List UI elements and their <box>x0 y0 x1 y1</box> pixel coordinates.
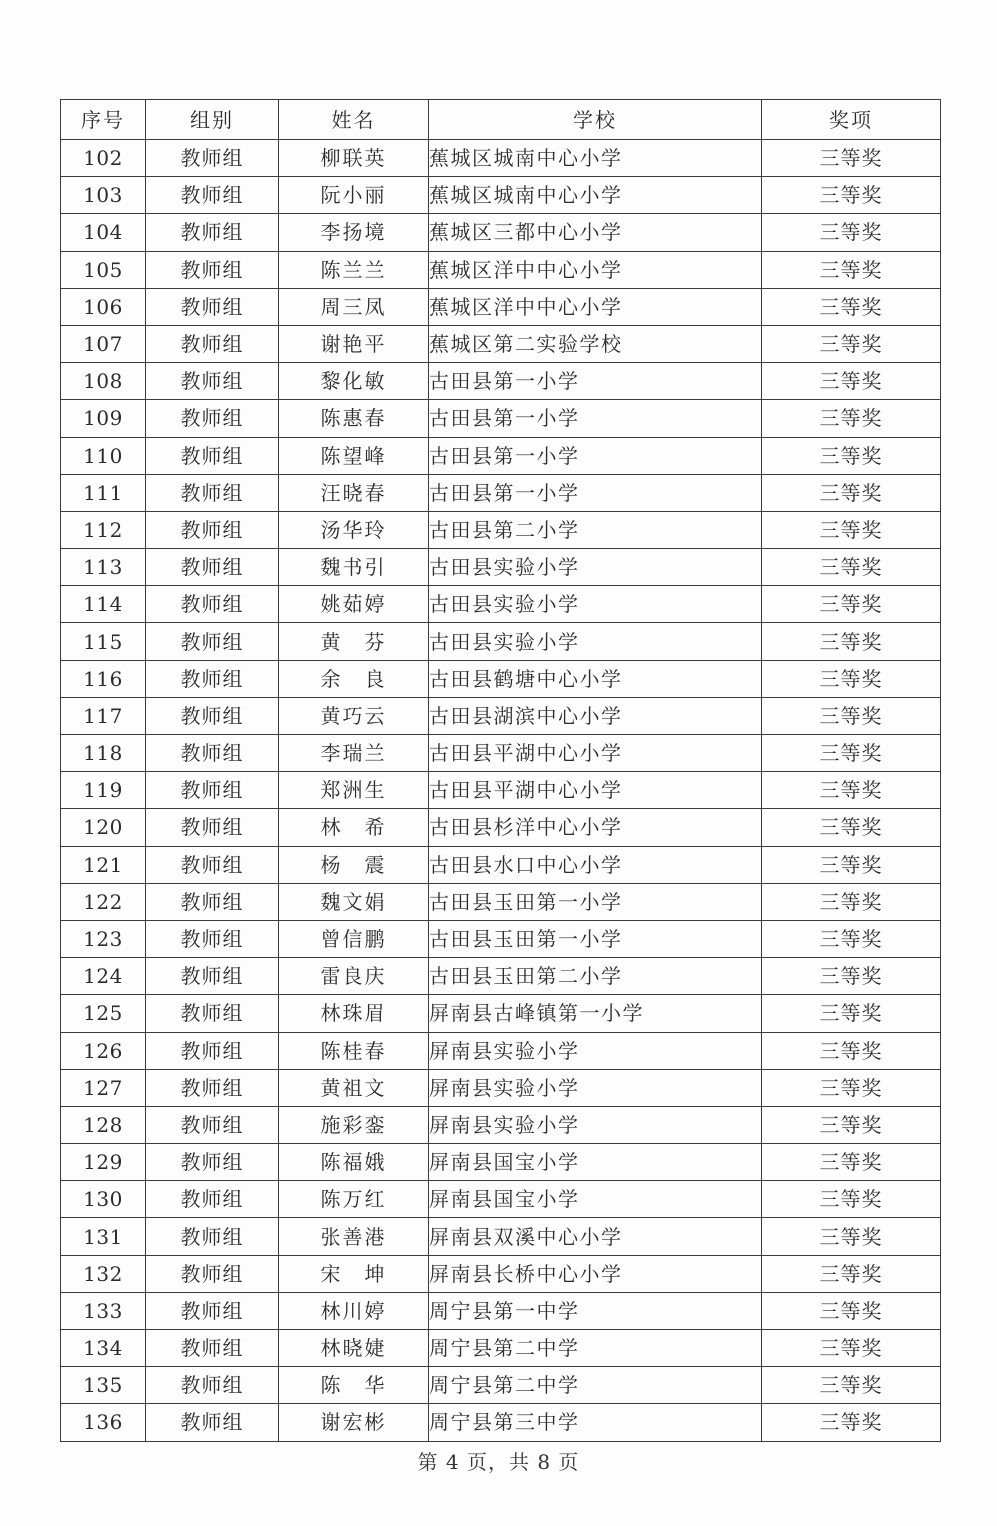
cell-award: 三等奖 <box>762 474 941 511</box>
table-row <box>61 1218 941 1255</box>
cell-name: 余 良 <box>279 660 429 697</box>
cell-group: 教师组 <box>146 214 279 251</box>
cell-group: 教师组 <box>146 1032 279 1069</box>
cell-school: 古田县平湖中心小学 <box>429 772 762 809</box>
cell-name: 林 希 <box>279 809 429 846</box>
table-row <box>61 1292 941 1329</box>
cell-no: 135 <box>61 1367 146 1404</box>
cell-school: 周宁县第二中学 <box>429 1367 762 1404</box>
cell-award: 三等奖 <box>762 1367 941 1404</box>
header-row <box>61 100 941 140</box>
cell-no: 124 <box>61 958 146 995</box>
cell-award: 三等奖 <box>762 1144 941 1181</box>
cell-school: 古田县实验小学 <box>429 623 762 660</box>
cell-group: 教师组 <box>146 437 279 474</box>
cell-award: 三等奖 <box>762 437 941 474</box>
cell-school: 屏南县古峰镇第一小学 <box>429 995 762 1032</box>
cell-no: 130 <box>61 1181 146 1218</box>
cell-group: 教师组 <box>146 1069 279 1106</box>
cell-school: 屏南县长桥中心小学 <box>429 1255 762 1292</box>
cell-name: 谢宏彬 <box>279 1404 429 1441</box>
cell-name: 阮小丽 <box>279 177 429 214</box>
table-row <box>61 958 941 995</box>
cell-award: 三等奖 <box>762 995 941 1032</box>
cell-group: 教师组 <box>146 697 279 734</box>
cell-name: 张善港 <box>279 1218 429 1255</box>
cell-group: 教师组 <box>146 623 279 660</box>
cell-group: 教师组 <box>146 1292 279 1329</box>
cell-group: 教师组 <box>146 772 279 809</box>
cell-award: 三等奖 <box>762 1404 941 1441</box>
cell-school: 古田县第一小学 <box>429 400 762 437</box>
header-no: 序号 <box>61 100 146 140</box>
cell-award: 三等奖 <box>762 400 941 437</box>
cell-name: 雷良庆 <box>279 958 429 995</box>
cell-no: 132 <box>61 1255 146 1292</box>
table-body <box>61 140 941 1442</box>
cell-name: 陈兰兰 <box>279 251 429 288</box>
cell-school: 古田县玉田第一小学 <box>429 883 762 920</box>
cell-group: 教师组 <box>146 363 279 400</box>
table-row <box>61 883 941 920</box>
cell-no: 125 <box>61 995 146 1032</box>
table-row <box>61 1404 941 1441</box>
table-header <box>61 100 941 140</box>
cell-school: 古田县第一小学 <box>429 363 762 400</box>
cell-group: 教师组 <box>146 288 279 325</box>
table-row <box>61 140 941 177</box>
cell-name: 曾信鹏 <box>279 920 429 957</box>
cell-school: 古田县平湖中心小学 <box>429 735 762 772</box>
cell-school: 蕉城区第二实验学校 <box>429 325 762 362</box>
cell-name: 陈 华 <box>279 1367 429 1404</box>
table-row <box>61 288 941 325</box>
cell-school: 屏南县实验小学 <box>429 1106 762 1143</box>
cell-group: 教师组 <box>146 586 279 623</box>
cell-no: 134 <box>61 1330 146 1367</box>
table-row <box>61 1330 941 1367</box>
cell-group: 教师组 <box>146 883 279 920</box>
cell-name: 黎化敏 <box>279 363 429 400</box>
cell-school: 古田县实验小学 <box>429 549 762 586</box>
header-group: 组别 <box>146 100 279 140</box>
cell-no: 108 <box>61 363 146 400</box>
cell-group: 教师组 <box>146 400 279 437</box>
page-number: 第 4 页，共 8 页 <box>417 1450 580 1474</box>
cell-name: 魏文娟 <box>279 883 429 920</box>
table-row <box>61 1032 941 1069</box>
header-award: 奖项 <box>762 100 941 140</box>
cell-no: 122 <box>61 883 146 920</box>
table-row <box>61 214 941 251</box>
table-row <box>61 846 941 883</box>
cell-school: 周宁县第三中学 <box>429 1404 762 1441</box>
cell-award: 三等奖 <box>762 846 941 883</box>
cell-name: 汤华玲 <box>279 511 429 548</box>
cell-name: 杨 震 <box>279 846 429 883</box>
cell-group: 教师组 <box>146 1181 279 1218</box>
cell-no: 106 <box>61 288 146 325</box>
table-row <box>61 251 941 288</box>
cell-no: 107 <box>61 325 146 362</box>
cell-name: 宋 坤 <box>279 1255 429 1292</box>
cell-no: 112 <box>61 511 146 548</box>
cell-school: 周宁县第一中学 <box>429 1292 762 1329</box>
cell-no: 133 <box>61 1292 146 1329</box>
cell-name: 施彩銮 <box>279 1106 429 1143</box>
cell-school: 古田县玉田第一小学 <box>429 920 762 957</box>
cell-award: 三等奖 <box>762 1255 941 1292</box>
table-row <box>61 1181 941 1218</box>
cell-school: 蕉城区洋中中心小学 <box>429 288 762 325</box>
cell-no: 114 <box>61 586 146 623</box>
cell-name: 姚茹婷 <box>279 586 429 623</box>
cell-award: 三等奖 <box>762 735 941 772</box>
cell-name: 陈福娥 <box>279 1144 429 1181</box>
cell-award: 三等奖 <box>762 325 941 362</box>
table-row <box>61 1367 941 1404</box>
cell-group: 教师组 <box>146 995 279 1032</box>
cell-no: 116 <box>61 660 146 697</box>
cell-award: 三等奖 <box>762 586 941 623</box>
cell-award: 三等奖 <box>762 549 941 586</box>
cell-no: 120 <box>61 809 146 846</box>
cell-award: 三等奖 <box>762 958 941 995</box>
table-row <box>61 177 941 214</box>
cell-school: 古田县玉田第二小学 <box>429 958 762 995</box>
cell-school: 古田县鹤塘中心小学 <box>429 660 762 697</box>
table-row <box>61 772 941 809</box>
table-row <box>61 1255 941 1292</box>
cell-name: 黄 芬 <box>279 623 429 660</box>
cell-name: 林川婷 <box>279 1292 429 1329</box>
cell-name: 郑洲生 <box>279 772 429 809</box>
cell-group: 教师组 <box>146 1218 279 1255</box>
cell-award: 三等奖 <box>762 1106 941 1143</box>
cell-award: 三等奖 <box>762 772 941 809</box>
cell-school: 屏南县双溪中心小学 <box>429 1218 762 1255</box>
cell-no: 103 <box>61 177 146 214</box>
cell-no: 113 <box>61 549 146 586</box>
cell-no: 115 <box>61 623 146 660</box>
cell-school: 古田县杉洋中心小学 <box>429 809 762 846</box>
cell-school: 屏南县实验小学 <box>429 1032 762 1069</box>
cell-no: 105 <box>61 251 146 288</box>
cell-group: 教师组 <box>146 846 279 883</box>
cell-no: 128 <box>61 1106 146 1143</box>
cell-group: 教师组 <box>146 920 279 957</box>
cell-school: 蕉城区三都中心小学 <box>429 214 762 251</box>
cell-no: 136 <box>61 1404 146 1441</box>
cell-group: 教师组 <box>146 1144 279 1181</box>
cell-group: 教师组 <box>146 1106 279 1143</box>
cell-school: 古田县湖滨中心小学 <box>429 697 762 734</box>
award-table <box>60 99 941 1442</box>
cell-award: 三等奖 <box>762 1330 941 1367</box>
cell-school: 蕉城区洋中中心小学 <box>429 251 762 288</box>
table-row <box>61 363 941 400</box>
cell-no: 121 <box>61 846 146 883</box>
cell-no: 119 <box>61 772 146 809</box>
cell-name: 汪晓春 <box>279 474 429 511</box>
cell-no: 117 <box>61 697 146 734</box>
cell-name: 谢艳平 <box>279 325 429 362</box>
cell-no: 131 <box>61 1218 146 1255</box>
cell-award: 三等奖 <box>762 809 941 846</box>
cell-school: 古田县第一小学 <box>429 437 762 474</box>
cell-school: 屏南县国宝小学 <box>429 1144 762 1181</box>
cell-award: 三等奖 <box>762 1292 941 1329</box>
cell-award: 三等奖 <box>762 140 941 177</box>
cell-no: 129 <box>61 1144 146 1181</box>
table-row <box>61 697 941 734</box>
cell-name: 陈万红 <box>279 1181 429 1218</box>
table-row <box>61 325 941 362</box>
cell-name: 柳联英 <box>279 140 429 177</box>
cell-award: 三等奖 <box>762 251 941 288</box>
cell-award: 三等奖 <box>762 1032 941 1069</box>
cell-group: 教师组 <box>146 251 279 288</box>
cell-award: 三等奖 <box>762 920 941 957</box>
table-row <box>61 511 941 548</box>
cell-no: 118 <box>61 735 146 772</box>
cell-group: 教师组 <box>146 1330 279 1367</box>
cell-award: 三等奖 <box>762 511 941 548</box>
cell-group: 教师组 <box>146 1255 279 1292</box>
cell-award: 三等奖 <box>762 1069 941 1106</box>
cell-no: 123 <box>61 920 146 957</box>
header-school: 学校 <box>429 100 762 140</box>
cell-group: 教师组 <box>146 549 279 586</box>
cell-award: 三等奖 <box>762 177 941 214</box>
cell-award: 三等奖 <box>762 660 941 697</box>
cell-group: 教师组 <box>146 1404 279 1441</box>
cell-name: 李瑞兰 <box>279 735 429 772</box>
cell-group: 教师组 <box>146 177 279 214</box>
cell-group: 教师组 <box>146 140 279 177</box>
cell-group: 教师组 <box>146 1367 279 1404</box>
cell-school: 屏南县实验小学 <box>429 1069 762 1106</box>
table-row <box>61 660 941 697</box>
cell-school: 屏南县国宝小学 <box>429 1181 762 1218</box>
cell-no: 110 <box>61 437 146 474</box>
cell-school: 古田县水口中心小学 <box>429 846 762 883</box>
table-row <box>61 809 941 846</box>
table-row <box>61 549 941 586</box>
cell-school: 蕉城区城南中心小学 <box>429 177 762 214</box>
cell-name: 陈望峰 <box>279 437 429 474</box>
table-row <box>61 995 941 1032</box>
cell-name: 黄祖文 <box>279 1069 429 1106</box>
cell-group: 教师组 <box>146 474 279 511</box>
cell-award: 三等奖 <box>762 214 941 251</box>
table-row <box>61 1144 941 1181</box>
table-row <box>61 920 941 957</box>
cell-group: 教师组 <box>146 958 279 995</box>
cell-award: 三等奖 <box>762 288 941 325</box>
cell-group: 教师组 <box>146 735 279 772</box>
header-name: 姓名 <box>279 100 429 140</box>
table-row <box>61 474 941 511</box>
table-row <box>61 735 941 772</box>
cell-school: 蕉城区城南中心小学 <box>429 140 762 177</box>
table-row <box>61 1069 941 1106</box>
cell-name: 陈惠春 <box>279 400 429 437</box>
cell-name: 林珠眉 <box>279 995 429 1032</box>
cell-award: 三等奖 <box>762 697 941 734</box>
cell-group: 教师组 <box>146 809 279 846</box>
cell-award: 三等奖 <box>762 1218 941 1255</box>
cell-award: 三等奖 <box>762 1181 941 1218</box>
cell-no: 104 <box>61 214 146 251</box>
cell-award: 三等奖 <box>762 363 941 400</box>
cell-no: 102 <box>61 140 146 177</box>
cell-group: 教师组 <box>146 325 279 362</box>
table-row <box>61 437 941 474</box>
table-row <box>61 400 941 437</box>
cell-name: 魏书引 <box>279 549 429 586</box>
table-row <box>61 1106 941 1143</box>
cell-school: 古田县第二小学 <box>429 511 762 548</box>
cell-school: 古田县第一小学 <box>429 474 762 511</box>
cell-group: 教师组 <box>146 511 279 548</box>
cell-no: 126 <box>61 1032 146 1069</box>
cell-school: 古田县实验小学 <box>429 586 762 623</box>
table-row <box>61 586 941 623</box>
cell-award: 三等奖 <box>762 883 941 920</box>
cell-no: 127 <box>61 1069 146 1106</box>
cell-name: 周三凤 <box>279 288 429 325</box>
cell-no: 109 <box>61 400 146 437</box>
cell-name: 林晓婕 <box>279 1330 429 1367</box>
cell-award: 三等奖 <box>762 623 941 660</box>
cell-no: 111 <box>61 474 146 511</box>
cell-school: 周宁县第二中学 <box>429 1330 762 1367</box>
cell-name: 陈桂春 <box>279 1032 429 1069</box>
cell-group: 教师组 <box>146 660 279 697</box>
table-row <box>61 623 941 660</box>
cell-name: 黄巧云 <box>279 697 429 734</box>
cell-name: 李扬境 <box>279 214 429 251</box>
